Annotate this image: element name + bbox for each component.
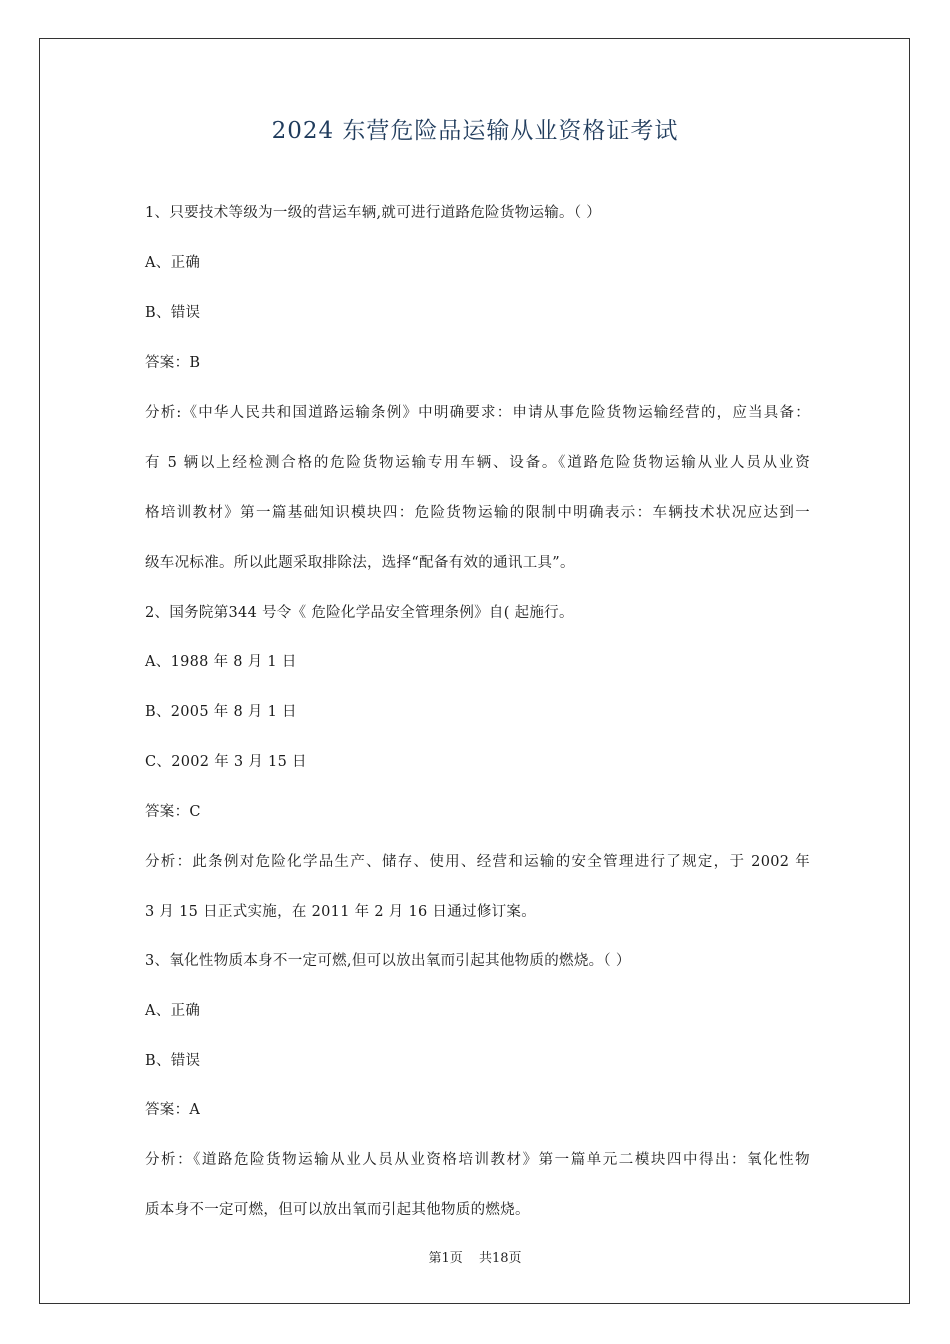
question-2-option-a: A、1988 年 8 月 1 日 — [145, 654, 297, 670]
question-3-analysis-line-1: 分析：《道路危险货物运输从业人员从业资格培训教材》第一篇单元二模块四中得出：氧化性物 — [145, 1152, 810, 1168]
question-3-option-a: A、正确 — [145, 1003, 201, 1019]
question-1-analysis-line-4: 级车况标准。所以此题采取排除法，选择“配备有效的通讯工具”。 — [145, 555, 575, 571]
question-1-analysis-line-2: 有 5 辆以上经检测合格的危险货物运输专用车辆、设备。《道路危险货物运输从业人员从业资 — [145, 455, 810, 471]
question-3-answer: 答案：A — [145, 1102, 201, 1118]
question-2-analysis-line-1: 分析：此条例对危险化学品生产、储存、使用、经营和运输的安全管理进行了规定，于 2002 年 — [145, 854, 810, 870]
question-1-option-a: A、正确 — [145, 255, 201, 271]
question-2-option-b: B、2005 年 8 月 1 日 — [145, 704, 297, 720]
question-1-analysis-line-1: 分析:《中华人民共和国道路运输条例》中明确要求：申请从事危险货物运输经营的，应当具备： — [145, 405, 810, 421]
question-3-option-b: B、错误 — [145, 1053, 201, 1069]
question-2-stem: 2、国务院第344 号令《 危险化学品安全管理条例》自( 起施行。 — [145, 605, 574, 621]
question-1-answer: 答案：B — [145, 355, 201, 371]
document-title: 2024 东营危险品运输从业资格证考试 — [271, 118, 679, 144]
question-1-analysis-line-3: 格培训教材》第一篇基础知识模块四：危险货物运输的限制中明确表示：车辆技术状况应达到一 — [145, 505, 810, 521]
question-3-analysis-line-2: 质本身不一定可燃，但可以放出氧而引起其他物质的燃烧。 — [145, 1202, 530, 1218]
question-2-analysis-line-2: 3 月 15 日正式实施，在 2011 年 2 月 16 日通过修订案。 — [145, 904, 537, 920]
question-1-option-b: B、错误 — [145, 305, 201, 321]
question-1-stem: 1、只要技术等级为一级的营运车辆,就可进行道路危险货物运输。（ ） — [145, 205, 602, 221]
page-number: 第1页 — [428, 1251, 463, 1266]
question-2-option-c: C、2002 年 3 月 15 日 — [145, 754, 307, 770]
question-3-stem: 3、氧化性物质本身不一定可燃,但可以放出氧而引起其他物质的燃烧。（ ） — [145, 953, 631, 969]
question-2-answer: 答案：C — [145, 804, 201, 820]
page-total: 共18页 — [478, 1251, 522, 1266]
page-footer — [0, 1247, 950, 1266]
